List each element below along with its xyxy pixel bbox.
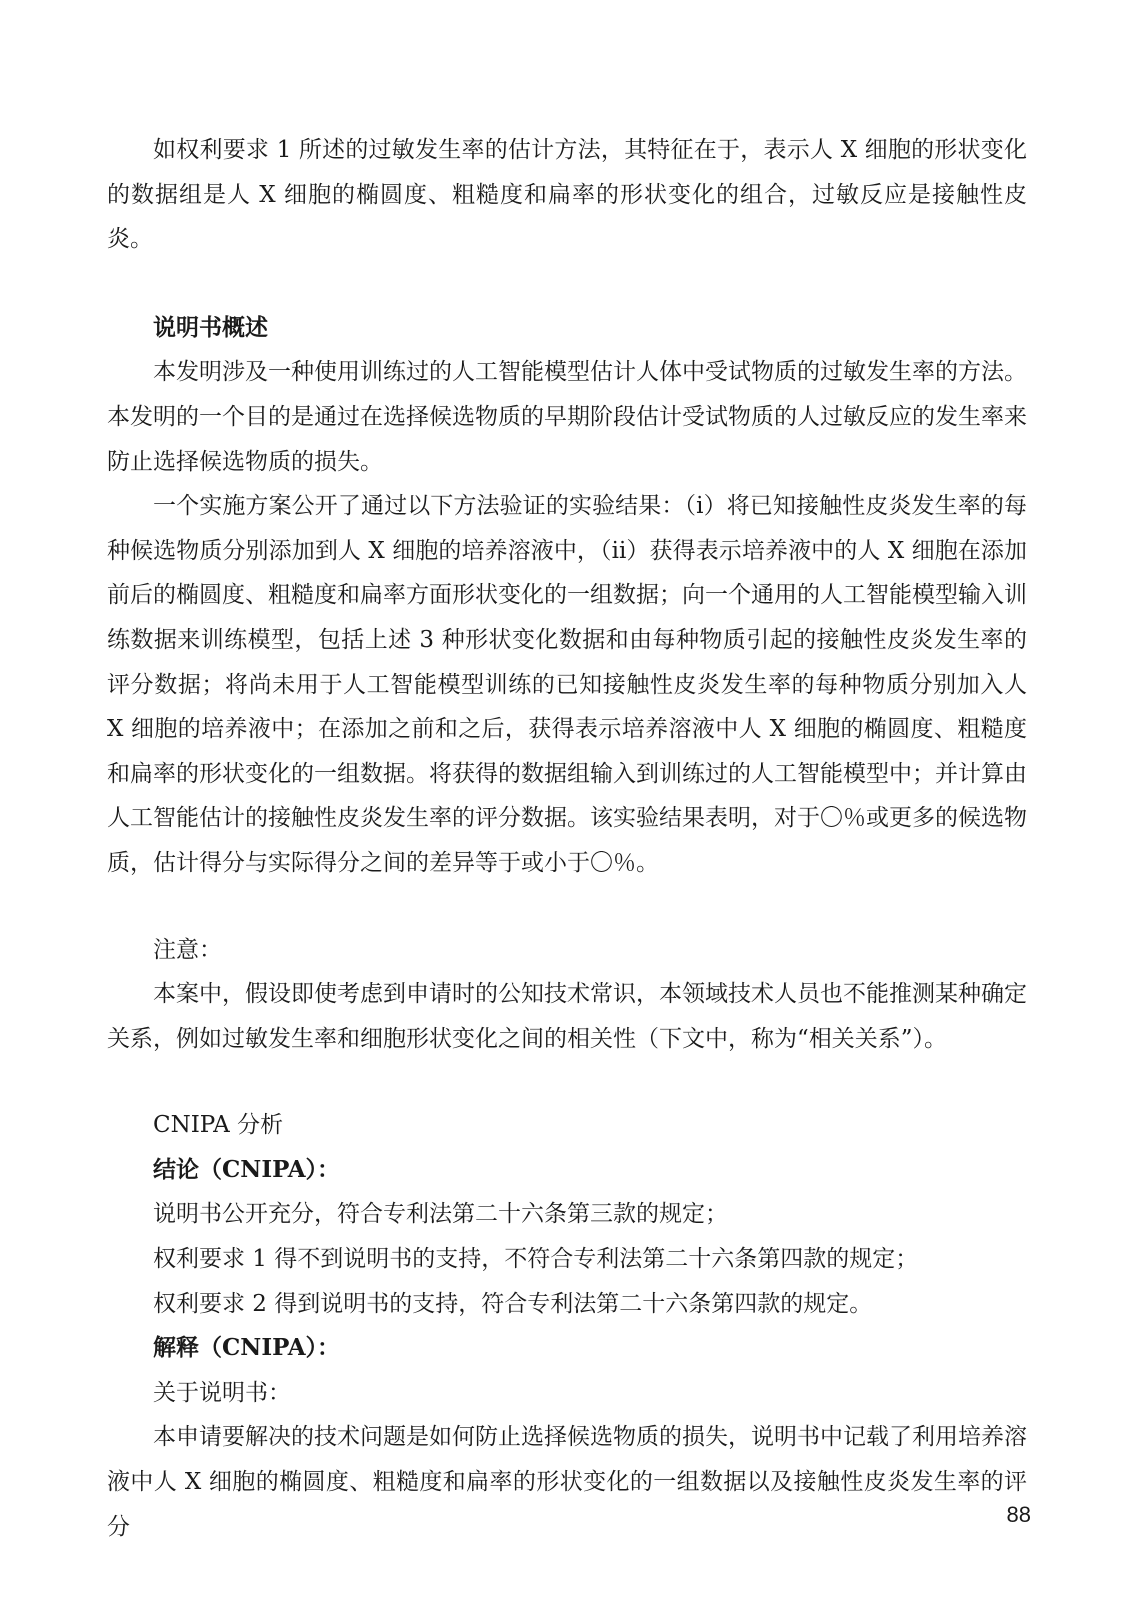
conclusion-heading: 结论（CNIPA）： xyxy=(153,1155,341,1183)
page-number: 88 xyxy=(1006,1502,1031,1527)
spacer xyxy=(107,262,1027,306)
conclusion-line-1: 说明书公开充分，符合专利法第二十六条第三款的规定； xyxy=(153,1201,728,1228)
note-heading: 注意： xyxy=(153,936,222,963)
document-body xyxy=(107,128,1027,1549)
about-spec-label: 关于说明书： xyxy=(153,1379,291,1406)
explanation-heading: 解释（CNIPA）： xyxy=(153,1334,341,1362)
analysis-heading: CNIPA 分析 xyxy=(153,1112,284,1139)
spacer xyxy=(107,886,1027,928)
conclusion-line-3: 权利要求 2 得到说明书的支持，符合专利法第二十六条第四款的规定。 xyxy=(153,1290,873,1317)
summary-paragraph-2: 一个实施方案公开了通过以下方法验证的实验结果：（i）将已知接触性皮炎发生率的每种候选物质分别添加到人 X 细胞的培养溶液中，（ii）获得表示培养液中的人 X 细胞在添加前后的椭圆度、粗糙度和扁率方面形状变化的一组数据；向一个通用的人工智能模型输入训练数据来训练模型，包括上述 3 种形状变化数据和由每种物质引起的接触性皮炎发生率的评分数据；将尚未用于人工智能模型训练的已知接触性皮炎发生率的每种物质分别加入人 X 细胞的培养液中；在添加之前和之后，获得表示培养溶液中人 X 细胞的椭圆度、粗糙度和扁率的形状变化的一组数据。将获得的数据组输入到训练过的人工智能模型中；并计算由人工智能估计的接触性皮炎发生率的评分数据。该实验结果表明，对于〇％或更多的候选物质，估计得分与实际得分之间的差异等于或小于〇％。 xyxy=(107,493,1027,876)
spacer xyxy=(107,1061,1027,1103)
note-paragraph: 本案中，假设即使考虑到申请时的公知技术常识，本领域技术人员也不能推测某种确定关系，例如过敏发生率和细胞形状变化之间的相关性（下文中，称为“相关关系”）。 xyxy=(107,981,1027,1052)
claim-2-paragraph: 如权利要求 1 所述的过敏发生率的估计方法，其特征在于，表示人 X 细胞的形状变化的数据组是人 X 细胞的椭圆度、粗糙度和扁率的形状变化的组合，过敏反应是接触性皮炎。 xyxy=(107,137,1027,253)
summary-heading: 说明书概述 xyxy=(153,313,268,341)
conclusion-line-2: 权利要求 1 得不到说明书的支持，不符合专利法第二十六条第四款的规定； xyxy=(153,1246,919,1273)
summary-paragraph-1: 本发明涉及一种使用训练过的人工智能模型估计人体中受试物质的过敏发生率的方法。本发明的一个目的是通过在选择候选物质的早期阶段估计受试物质的人过敏反应的发生率来防止选择候选物质的损失。 xyxy=(107,359,1027,475)
explanation-paragraph: 本申请要解决的技术问题是如何防止选择候选物质的损失，说明书中记载了利用培养溶液中人 X 细胞的椭圆度、粗糙度和扁率的形状变化的一组数据以及接触性皮炎发生率的评分 xyxy=(107,1424,1027,1540)
